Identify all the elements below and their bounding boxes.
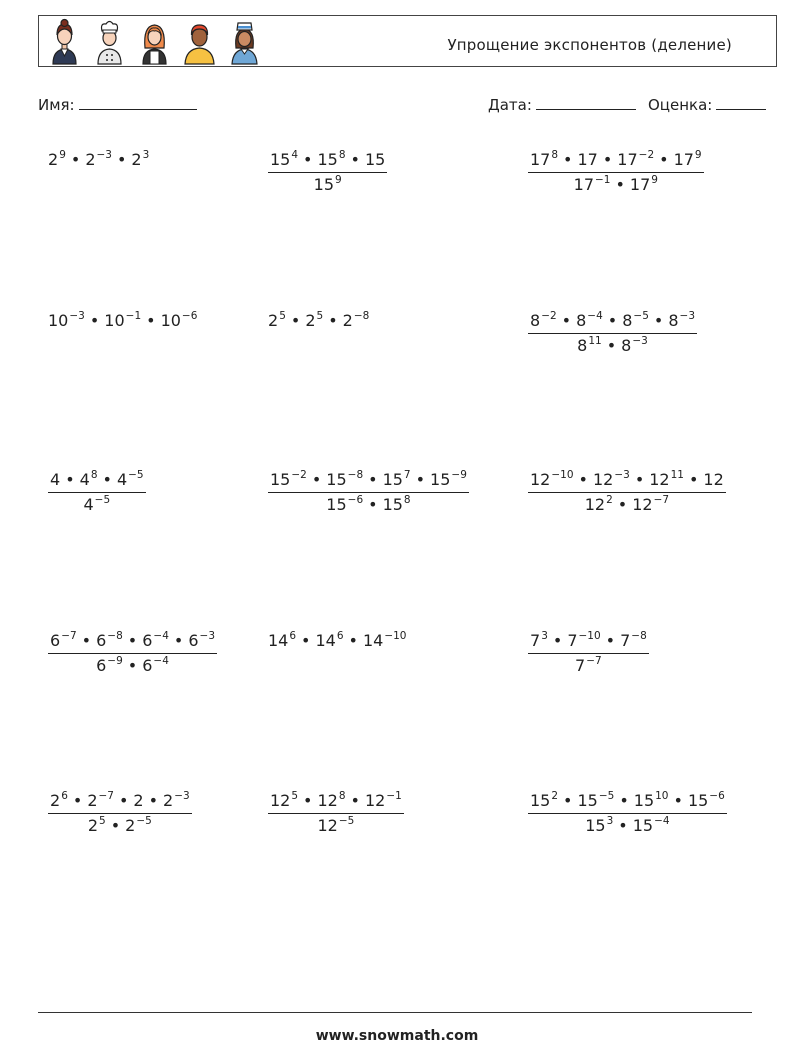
- denominator: [48, 654, 217, 675]
- exponent: −8: [353, 310, 370, 322]
- multiply-dot: •: [118, 791, 129, 810]
- expression: [48, 311, 197, 330]
- multiply-dot: •: [563, 791, 573, 810]
- worksheet-title: Упрощение экспонентов (деление): [447, 36, 732, 54]
- exponent: −9: [107, 655, 123, 667]
- multiply-dot: •: [350, 150, 360, 169]
- exponent: −1: [595, 174, 611, 186]
- multiply-dot: •: [617, 495, 628, 514]
- exponent: −6: [709, 790, 725, 802]
- exponent: 5: [279, 310, 286, 322]
- exponent: −3: [632, 335, 648, 347]
- multiply-dot: •: [290, 311, 301, 330]
- base: 15: [313, 175, 334, 194]
- base: 10: [160, 311, 181, 330]
- problem-5: [268, 311, 369, 330]
- exponent: −6: [181, 310, 198, 322]
- base: 2: [342, 311, 353, 330]
- exponent: −5: [338, 815, 355, 827]
- multiply-dot: •: [146, 311, 156, 330]
- exponent: −10: [384, 630, 407, 642]
- base: 15: [364, 150, 386, 169]
- base: 2: [305, 311, 316, 330]
- exponent: −2: [638, 149, 655, 161]
- exponent: −7: [586, 655, 602, 667]
- fraction: [48, 631, 217, 675]
- exponent: 9: [59, 149, 66, 161]
- base: 17: [629, 175, 651, 194]
- base: 12: [530, 470, 551, 489]
- base: 15: [270, 470, 291, 489]
- expression: [48, 150, 149, 169]
- base: 4: [116, 470, 128, 489]
- worksheet-header: [38, 15, 777, 67]
- multiply-dot: •: [552, 631, 563, 650]
- base: 15: [317, 150, 338, 169]
- multiply-dot: •: [301, 631, 311, 650]
- exponent: 8: [90, 469, 98, 481]
- exponent: 5: [291, 790, 299, 802]
- exponent: 8: [338, 149, 346, 161]
- multiply-dot: •: [173, 631, 184, 650]
- problem-13: [48, 791, 192, 835]
- base: 15: [326, 470, 347, 489]
- base: 2: [131, 150, 142, 169]
- denominator: [528, 654, 649, 675]
- denominator: [268, 814, 404, 835]
- base: 7: [620, 631, 631, 650]
- footer-site: www.snowmath.com: [315, 1028, 479, 1044]
- base: 7: [567, 631, 578, 650]
- base: 14: [315, 631, 336, 650]
- exponent: −8: [107, 630, 123, 642]
- multiply-dot: •: [634, 470, 645, 489]
- base: 2: [87, 791, 98, 810]
- base: 15: [530, 791, 551, 810]
- base: 12: [364, 791, 386, 810]
- multiply-dot: •: [653, 311, 664, 330]
- problem-14: [268, 791, 404, 835]
- fraction: [268, 791, 404, 835]
- denominator: [268, 493, 469, 514]
- exponent: −1: [386, 790, 402, 802]
- multiply-dot: •: [348, 631, 358, 650]
- nurse-avatar-icon: [225, 18, 264, 66]
- base: 2: [133, 791, 144, 810]
- base: 15: [585, 816, 606, 835]
- date-label: Дата:: [488, 96, 532, 114]
- problem-12: [528, 631, 649, 675]
- base: 12: [584, 495, 606, 514]
- exponent: 2: [551, 790, 559, 802]
- base: 7: [530, 631, 541, 650]
- exponent: 11: [670, 469, 684, 481]
- denominator: [528, 334, 697, 355]
- base: 6: [96, 656, 107, 675]
- base: 15: [382, 470, 403, 489]
- footer-divider: [38, 1012, 752, 1013]
- numerator: [268, 150, 387, 173]
- multiply-dot: •: [350, 791, 360, 810]
- base: 15: [687, 791, 709, 810]
- denominator: [528, 493, 726, 514]
- numerator: [48, 470, 146, 493]
- exponent: 9: [651, 174, 658, 186]
- man-avatar-icon: [180, 18, 219, 66]
- multiply-dot: •: [561, 311, 572, 330]
- problem-1: [48, 150, 149, 169]
- multiply-dot: •: [659, 150, 669, 169]
- date-field[interactable]: [488, 95, 636, 114]
- multiply-dot: •: [70, 150, 81, 169]
- base: 12: [649, 470, 670, 489]
- base: 4: [79, 470, 90, 489]
- exponent: −4: [587, 310, 603, 322]
- exponent: −4: [153, 655, 169, 667]
- multiply-dot: •: [605, 631, 616, 650]
- base: 8: [622, 311, 633, 330]
- problem-11: [268, 631, 407, 650]
- multiply-dot: •: [102, 470, 112, 489]
- multiply-dot: •: [602, 150, 613, 169]
- multiply-dot: •: [110, 816, 121, 835]
- problem-10: [48, 631, 217, 675]
- multiply-dot: •: [368, 495, 378, 514]
- problem-7: [48, 470, 146, 514]
- multiply-dot: •: [89, 311, 100, 330]
- denominator: [528, 173, 704, 194]
- exponent: 5: [99, 815, 106, 827]
- fraction: [528, 150, 704, 194]
- base: 2: [50, 791, 61, 810]
- base: 4: [50, 470, 61, 489]
- expression: [268, 311, 369, 330]
- multiply-dot: •: [606, 336, 617, 355]
- base: 17: [673, 150, 694, 169]
- multiply-dot: •: [619, 791, 629, 810]
- base: 2: [125, 816, 136, 835]
- fraction: [528, 470, 726, 514]
- base: 15: [577, 791, 598, 810]
- problem-4: [48, 311, 197, 330]
- exponent: −3: [199, 630, 215, 642]
- denominator: [48, 814, 192, 835]
- problem-3: [528, 150, 704, 194]
- exponent: 4: [291, 149, 299, 161]
- exponent: 8: [338, 790, 346, 802]
- base: 15: [430, 470, 451, 489]
- numerator: [528, 150, 704, 173]
- multiply-dot: •: [127, 656, 138, 675]
- name-blank-line[interactable]: [79, 95, 197, 110]
- exponent: 6: [61, 790, 68, 802]
- expression: [268, 631, 407, 650]
- exponent: −6: [347, 494, 364, 506]
- numerator: [528, 631, 649, 654]
- base: 15: [382, 495, 403, 514]
- base: 2: [87, 816, 99, 835]
- date-blank-line[interactable]: [536, 95, 636, 110]
- problem-6: [528, 311, 697, 355]
- exponent: −5: [136, 815, 152, 827]
- base: 17: [617, 150, 638, 169]
- base: 15: [270, 150, 291, 169]
- exponent: 2: [606, 494, 613, 506]
- exponent: 5: [316, 310, 324, 322]
- exponent: 3: [142, 149, 150, 161]
- exponent: 9: [335, 174, 342, 186]
- multiply-dot: •: [303, 791, 313, 810]
- exponent: −2: [291, 469, 307, 481]
- exponent: −8: [347, 469, 364, 481]
- base: 6: [142, 631, 153, 650]
- multiply-dot: •: [303, 150, 313, 169]
- chef-avatar-icon: [90, 18, 129, 66]
- numerator: [48, 631, 217, 654]
- numerator: [48, 791, 192, 814]
- exponent: −5: [128, 469, 144, 481]
- exponent: −10: [578, 630, 601, 642]
- multiply-dot: •: [116, 150, 127, 169]
- base: 6: [50, 631, 61, 650]
- base: 15: [326, 495, 347, 514]
- base: 8: [576, 311, 587, 330]
- exponent: 10: [655, 790, 669, 802]
- multiply-dot: •: [81, 631, 92, 650]
- fraction: [268, 470, 469, 514]
- multiply-dot: •: [127, 631, 138, 650]
- exponent: −5: [598, 790, 615, 802]
- fraction: [528, 631, 649, 675]
- name-label: Имя:: [38, 96, 75, 114]
- exponent: −8: [631, 630, 647, 642]
- multiply-dot: •: [607, 311, 618, 330]
- base: 17: [577, 150, 598, 169]
- base: 2: [163, 791, 174, 810]
- base: 17: [573, 175, 594, 194]
- exponent: −9: [451, 469, 467, 481]
- multiply-dot: •: [65, 470, 75, 489]
- exponent: −3: [174, 790, 190, 802]
- exponent: −3: [679, 310, 695, 322]
- multiply-dot: •: [688, 470, 699, 489]
- problem-8: [268, 470, 469, 514]
- exponent: 6: [289, 630, 297, 642]
- base: 12: [270, 791, 291, 810]
- multiply-dot: •: [368, 470, 378, 489]
- problem-9: [528, 470, 726, 514]
- base: 2: [268, 311, 279, 330]
- grade-blank-line[interactable]: [716, 95, 766, 110]
- numerator: [528, 470, 726, 493]
- base: 4: [83, 495, 94, 514]
- base: 8: [530, 311, 541, 330]
- exponent: −4: [153, 630, 169, 642]
- exponent: −2: [541, 310, 557, 322]
- exponent: 7: [403, 469, 411, 481]
- exponent: 9: [694, 149, 702, 161]
- exponent: 3: [541, 630, 548, 642]
- base: 2: [48, 150, 59, 169]
- base: 6: [96, 631, 107, 650]
- base: 15: [633, 791, 655, 810]
- base: 14: [268, 631, 289, 650]
- exponent: −7: [653, 494, 670, 506]
- base: 12: [592, 470, 614, 489]
- denominator: [48, 493, 146, 514]
- multiply-dot: •: [148, 791, 159, 810]
- base: 10: [104, 311, 125, 330]
- exponent: −4: [654, 815, 670, 827]
- multiply-dot: •: [673, 791, 683, 810]
- base: 12: [317, 791, 338, 810]
- multiply-dot: •: [72, 791, 83, 810]
- numerator: [528, 311, 697, 334]
- woman-avatar-icon: [45, 18, 84, 66]
- numerator: [268, 470, 469, 493]
- multiply-dot: •: [578, 470, 588, 489]
- grade-label: Оценка:: [648, 96, 713, 114]
- exponent: 6: [336, 630, 344, 642]
- exponent: 11: [588, 335, 602, 347]
- exponent: 8: [403, 494, 411, 506]
- exponent: −5: [633, 310, 649, 322]
- multiply-dot: •: [328, 311, 338, 330]
- base: 12: [317, 816, 338, 835]
- multiply-dot: •: [618, 816, 628, 835]
- exponent: −5: [94, 494, 111, 506]
- base: 12: [703, 470, 724, 489]
- exponent: 8: [551, 149, 559, 161]
- base: 6: [188, 631, 199, 650]
- grade-field[interactable]: [648, 95, 766, 114]
- denominator: [268, 173, 387, 194]
- base: 2: [85, 150, 96, 169]
- fraction: [528, 311, 697, 355]
- problem-2: [268, 150, 387, 194]
- exponent: −10: [551, 469, 574, 481]
- base: 12: [632, 495, 653, 514]
- base: 7: [575, 656, 586, 675]
- base: 6: [142, 656, 153, 675]
- exponent: −7: [98, 790, 114, 802]
- base: 10: [48, 311, 69, 330]
- exponent: −3: [614, 469, 630, 481]
- base: 14: [362, 631, 384, 650]
- base: 17: [530, 150, 551, 169]
- denominator: [528, 814, 727, 835]
- redhead-woman-avatar-icon: [135, 18, 174, 66]
- multiply-dot: •: [615, 175, 625, 194]
- multiply-dot: •: [563, 150, 573, 169]
- exponent: 3: [606, 815, 614, 827]
- base: 8: [668, 311, 679, 330]
- name-field[interactable]: [38, 95, 197, 114]
- problem-15: [528, 791, 727, 835]
- exponent: −7: [61, 630, 77, 642]
- fraction: [268, 150, 387, 194]
- base: 8: [621, 336, 632, 355]
- multiply-dot: •: [415, 470, 426, 489]
- exponent: −3: [96, 149, 112, 161]
- fraction: [48, 791, 192, 835]
- numerator: [268, 791, 404, 814]
- avatar-row: [45, 18, 264, 66]
- multiply-dot: •: [311, 470, 322, 489]
- exponent: −3: [69, 310, 85, 322]
- fraction: [48, 470, 146, 514]
- numerator: [528, 791, 727, 814]
- exponent: −1: [125, 310, 142, 322]
- base: 8: [577, 336, 588, 355]
- fraction: [528, 791, 727, 835]
- base: 15: [632, 816, 654, 835]
